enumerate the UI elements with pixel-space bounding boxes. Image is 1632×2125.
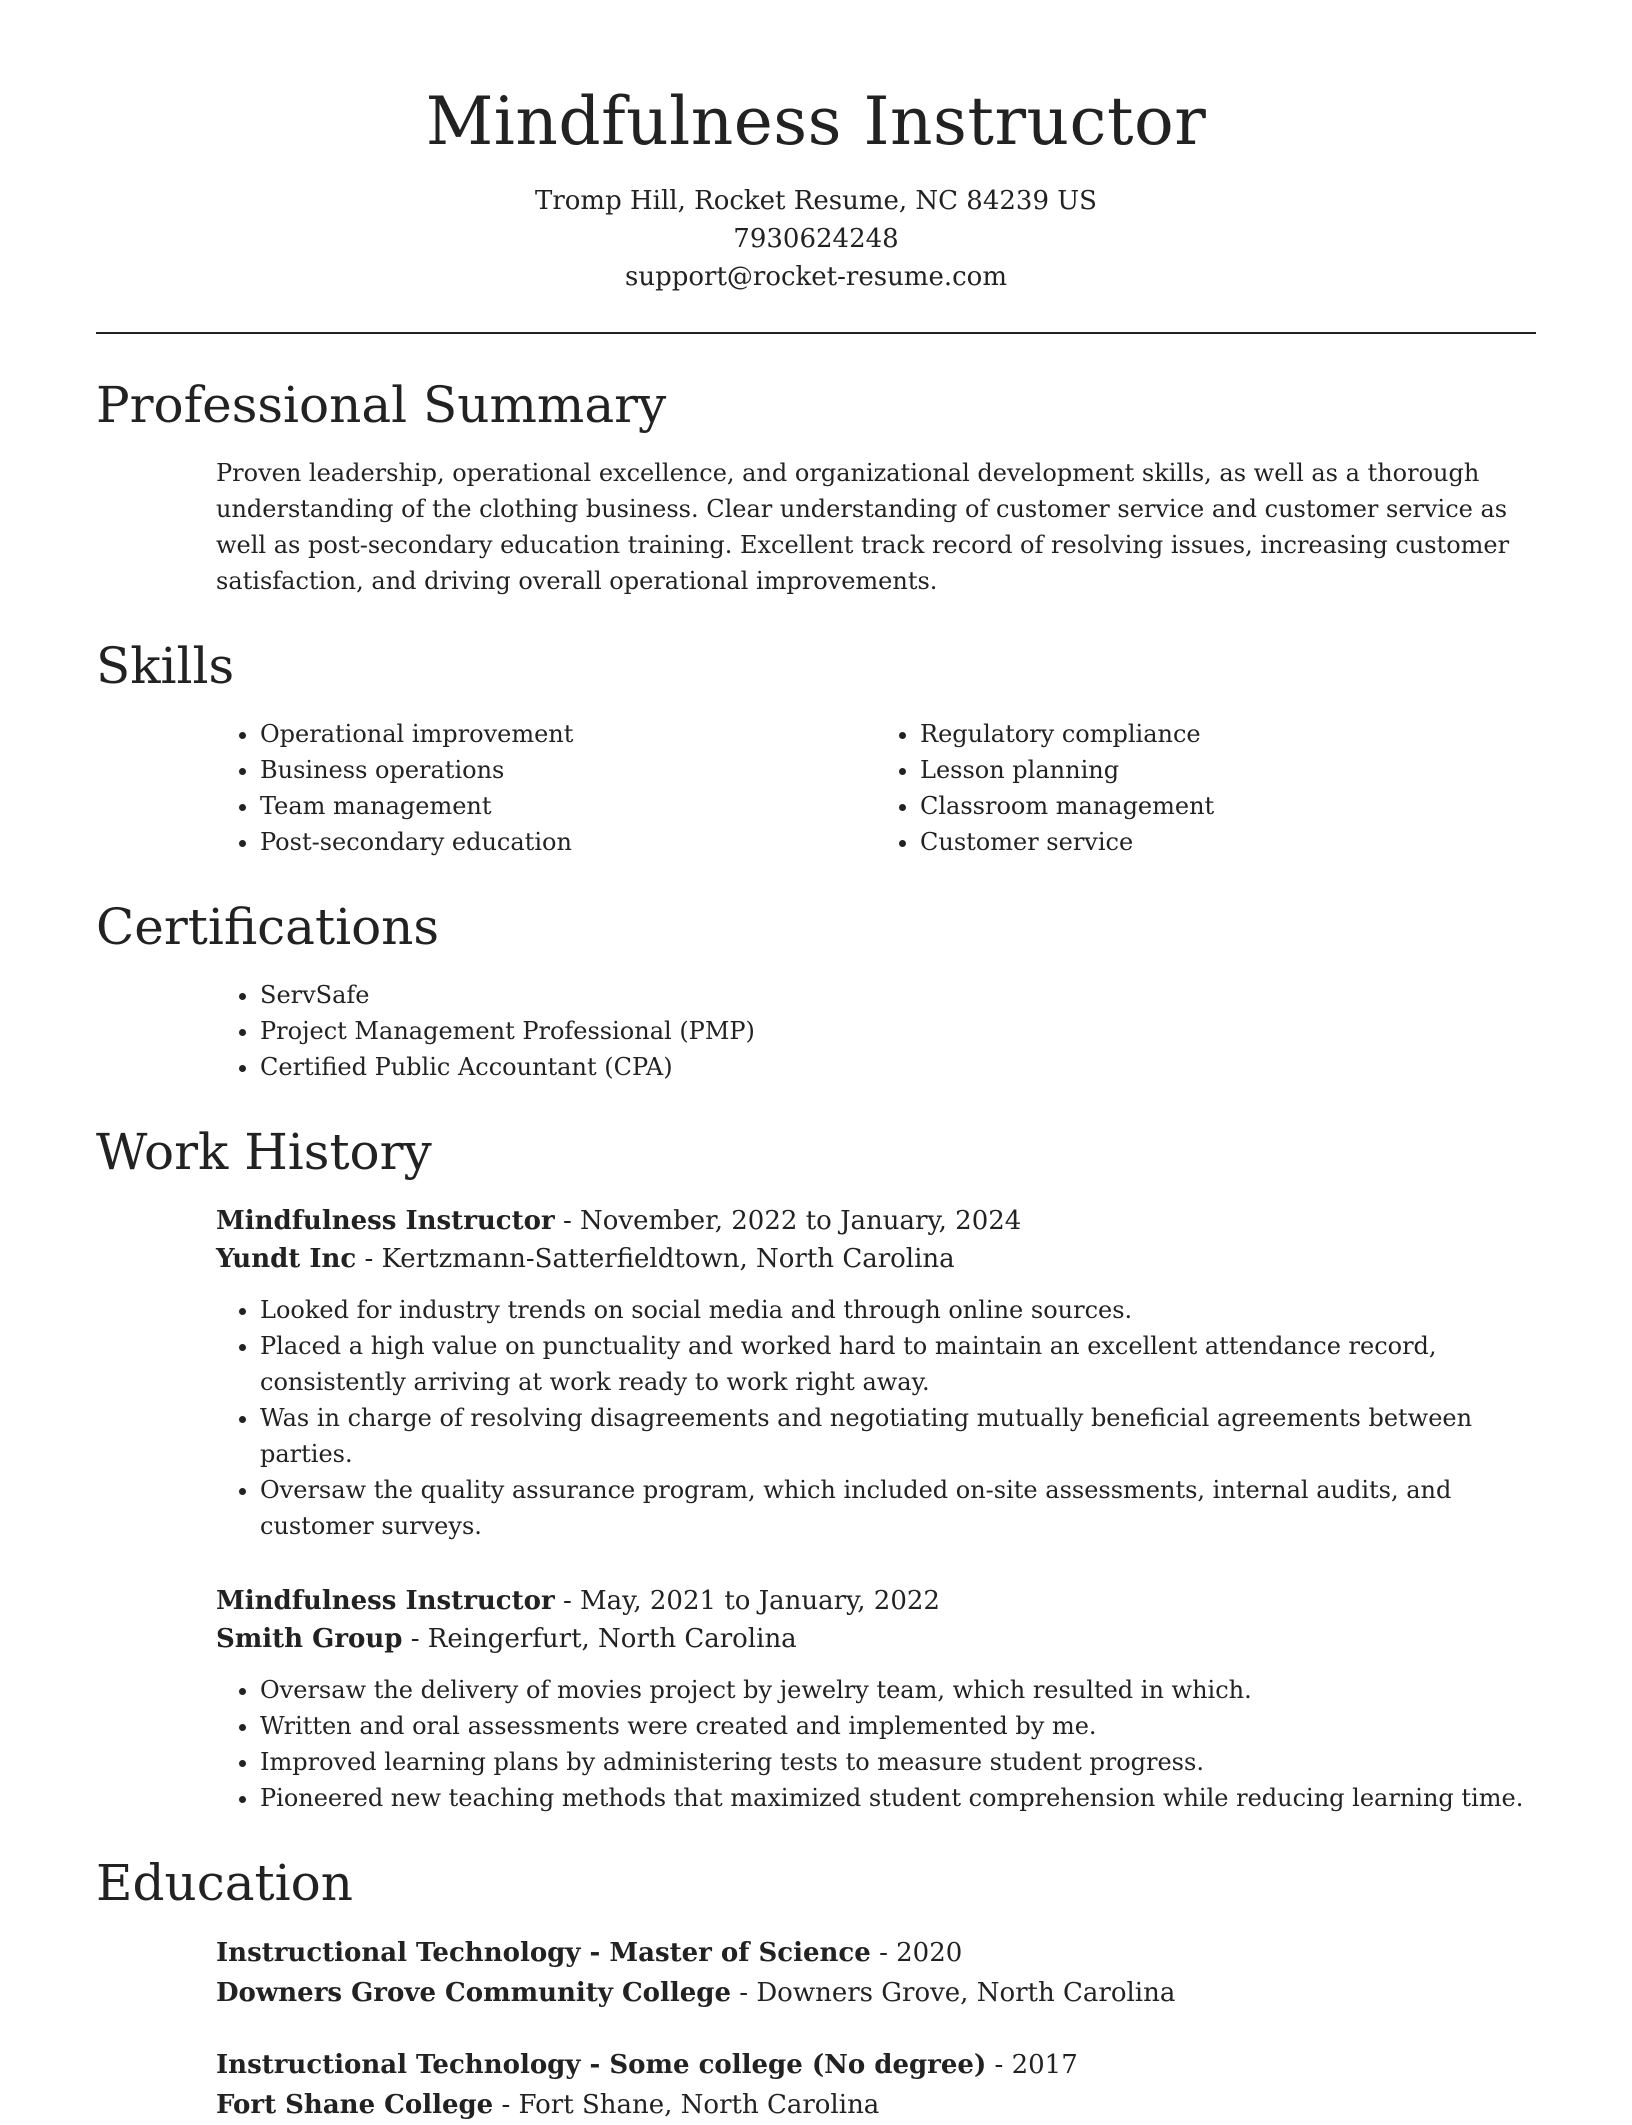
job-company-line [216,1620,1536,1658]
certifications-list [216,977,1536,1085]
job-entry [216,1582,1536,1816]
job-bullet: • Looked for industry trends on social media and through online sources. [260,1292,1536,1328]
education-heading: Education [96,1853,353,1912]
job-bullet: • Pioneered new teaching methods that maximized student comprehension while reducing learning time. [260,1780,1536,1816]
education-year: - 2020 [870,1937,963,1968]
job-role: Mindfulness Instructor [216,1585,555,1616]
skills-heading: Skills [96,636,235,695]
skill-item: • Operational improvement [260,716,876,752]
job-bullet: • Written and oral assessments were created and implemented by me. [260,1708,1536,1744]
education-entry [216,1933,1536,2013]
education-degree: Master of Science [609,1937,871,1968]
job-title-line [216,1582,1536,1620]
skill-item: • Team management [260,788,876,824]
certifications-section [96,977,1536,1085]
job-role: Mindfulness Instructor [216,1205,555,1236]
job-bullet: • Placed a high value on punctuality and worked hard to maintain an excellent attendance record, consistently arriving at work ready to work right away. [260,1328,1536,1400]
skill-item: • Customer service [920,824,1536,860]
skills-column-right [876,716,1536,860]
education-year: - 2017 [986,2049,1078,2080]
education-school-line [216,1973,1536,2013]
summary-text: Proven leadership, operational excellence, and organizational development skills, as well as a thorough understanding of the clothing business. Clear understanding of customer service and customer service as well as post-secondary education training. Excellent track record of resolving issues, increasing customer satisfaction, and driving overall operational improvements. [216,458,1510,595]
job-bullet: • Improved learning plans by administering tests to measure student progress. [260,1744,1536,1780]
job-title-line [216,1202,1536,1240]
resume-header [96,0,1536,296]
job-location: - Reingerfurt, North Carolina [402,1623,797,1654]
summary-section [96,455,1536,599]
contact-phone: 7930624248 [733,223,899,254]
skill-item: • Post-secondary education [260,824,876,860]
job-dates: - November, 2022 to January, 2024 [554,1205,1022,1236]
job-company-line [216,1240,1536,1278]
job-company: Yundt Inc [216,1243,357,1274]
job-bullet: • Oversaw the delivery of movies project by jewelry team, which resulted in which. [260,1672,1536,1708]
education-degree-line: Instructional Technology - Master of Science - 2020 [216,1937,963,1968]
education-entry [216,2045,1536,2125]
job-bullets [216,1292,1536,1544]
skill-item: • Lesson planning [920,752,1536,788]
education-field: Instructional Technology [216,2049,581,2080]
education-field: Instructional Technology [216,1937,581,1968]
certification-item: • ServSafe [260,977,1536,1013]
education-school-line [216,2085,1536,2125]
education-degree-line: Instructional Technology - Some college (No degree) - 2017 [216,2049,1078,2080]
job-bullets [216,1672,1536,1816]
candidate-name: Mindfulness Instructor [425,83,1207,160]
header-divider [96,332,1536,334]
skill-item: • Classroom management [920,788,1536,824]
education-location: - Fort Shane, North Carolina [493,2089,880,2120]
work-history-heading: Work History [96,1122,432,1181]
job-bullet: • Was in charge of resolving disagreements and negotiating mutually beneficial agreements between parties. [260,1400,1536,1472]
contact-address: Tromp Hill, Rocket Resume, NC 84239 US [534,185,1097,216]
education-degree: Some college (No degree) [609,2049,987,2080]
job-location: - Kertzmann-Satterfieldtown, North Carolina [356,1243,955,1274]
certifications-heading: Certifications [96,897,440,956]
skill-item: • Business operations [260,752,876,788]
job-entry [216,1202,1536,1544]
education-location: - Downers Grove, North Carolina [731,1977,1176,2008]
education-section [96,1933,1536,2125]
job-company: Smith Group [216,1623,403,1654]
skill-item: • Regulatory compliance [920,716,1536,752]
contact-email: support@rocket-resume.com [624,261,1007,292]
summary-heading: Professional Summary [96,375,667,434]
job-bullet: • Oversaw the quality assurance program, which included on-site assessments, internal audits, and customer surveys. [260,1472,1536,1544]
certification-item: • Certified Public Accountant (CPA) [260,1049,1536,1085]
work-history-section [96,1202,1536,1816]
education-school: Downers Grove Community College [216,1977,732,2008]
certification-item: • Project Management Professional (PMP) [260,1013,1536,1049]
education-school: Fort Shane College [216,2089,494,2120]
skills-list [96,716,1536,860]
job-dates: - May, 2021 to January, 2022 [554,1585,940,1616]
skills-column-left [216,716,876,860]
